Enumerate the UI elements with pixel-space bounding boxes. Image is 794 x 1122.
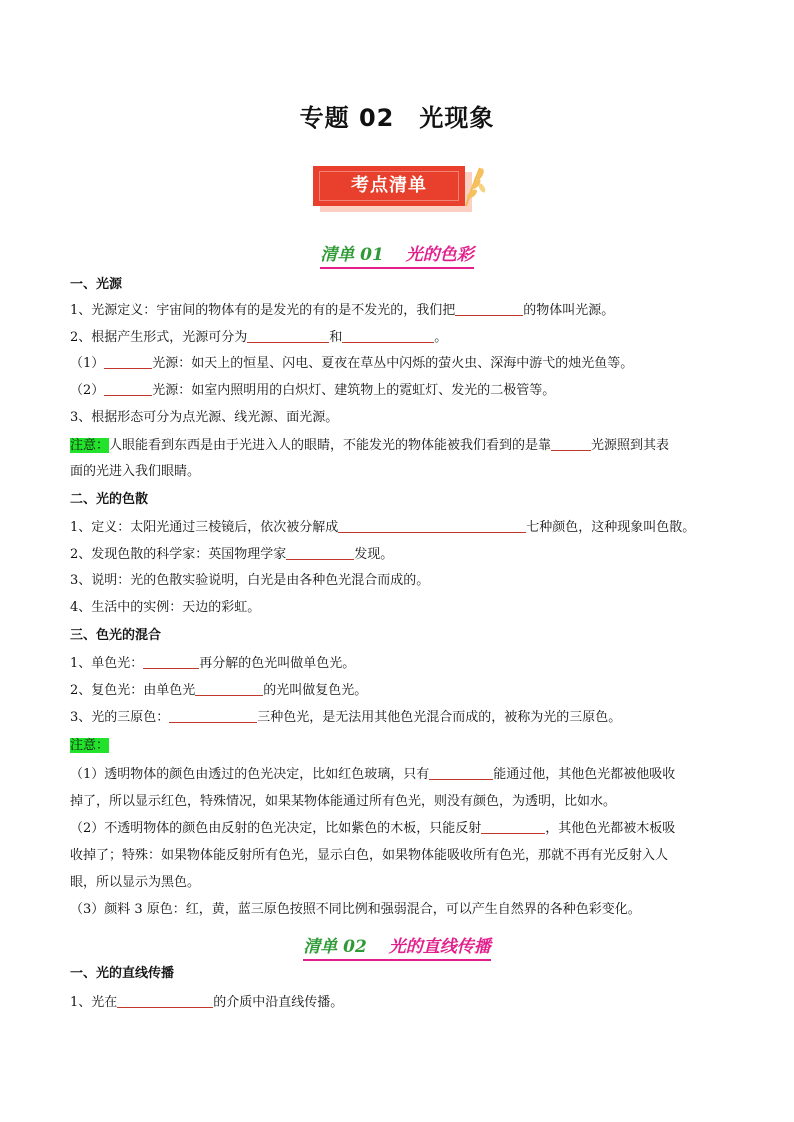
fill-blank[interactable] bbox=[429, 765, 493, 780]
paragraph: （3）颜料 3 原色：红，黄，蓝三原色按照不同比例和强弱混合，可以产生自然界的各种色彩变化。 bbox=[70, 902, 641, 917]
paragraph: （2）不透明物体的颜色由反射的色光决定，比如紫色的木板，只能反射 ，其他色光都被木板吸 bbox=[70, 821, 676, 836]
fill-blank[interactable] bbox=[169, 708, 257, 723]
subheading: 一、光源 bbox=[70, 277, 123, 292]
fill-blank[interactable] bbox=[143, 654, 199, 669]
section-number: 清单 02 bbox=[303, 937, 367, 957]
fill-blank[interactable] bbox=[104, 354, 152, 369]
paragraph: （1） 光源：如天上的恒星、闪电、夏夜在草丛中闪烁的萤火虫、深海中游弋的烛光鱼等。 bbox=[70, 356, 634, 371]
paragraph: 3、说明：光的色散实验说明，白光是由各种色光混合而成的。 bbox=[70, 573, 430, 588]
paragraph: 2、根据产生形式，光源可分为 和 。 bbox=[70, 330, 448, 345]
paragraph: 1、单色光： 再分解的色光叫做单色光。 bbox=[70, 656, 356, 671]
section-heading-01 bbox=[0, 240, 794, 267]
paragraph: （1）透明物体的颜色由透过的色光决定，比如红色玻璃，只有 能通过他，其他色光都被他吸收 bbox=[70, 767, 676, 782]
note-label: 注意： bbox=[70, 738, 110, 753]
section-name: 光的直线传播 bbox=[388, 937, 491, 957]
fill-blank[interactable] bbox=[117, 993, 213, 1008]
fill-blank[interactable] bbox=[551, 436, 591, 451]
fill-blank[interactable] bbox=[342, 328, 434, 343]
subheading: 三、色光的混合 bbox=[70, 628, 162, 643]
paragraph: 1、定义：太阳光通过三棱镜后，依次被分解成 七种颜色，这种现象叫色散。 bbox=[70, 520, 696, 535]
paragraph: 3、光的三原色： 三种色光，是无法用其他色光混合而成的，被称为光的三原色。 bbox=[70, 710, 622, 725]
banner-label bbox=[313, 166, 465, 206]
paragraph: 3、根据形态可分为点光源、线光源、面光源。 bbox=[70, 410, 339, 425]
wheat-leaf-icon bbox=[460, 164, 488, 208]
paragraph: 面的光进入我们眼睛。 bbox=[70, 464, 201, 479]
fill-blank[interactable] bbox=[104, 381, 152, 396]
fill-blank[interactable] bbox=[481, 819, 545, 834]
paragraph: 2、复色光：由单色光 的光叫做复色光。 bbox=[70, 683, 368, 698]
note-label-line bbox=[70, 736, 730, 756]
subheading: 一、光的直线传播 bbox=[70, 966, 175, 981]
paragraph: 眼，所以显示为黑色。 bbox=[70, 875, 201, 890]
paragraph: 1、光在 的介质中沿直线传播。 bbox=[70, 995, 344, 1010]
section-number: 清单 01 bbox=[320, 245, 384, 265]
paragraph: 掉了，所以显示红色，特殊情况，如果某物体能通过所有色光，则没有颜色，为透明，比如水。 bbox=[70, 794, 617, 809]
paragraph: 收掉了；特殊：如果物体能反射所有色光，显示白色，如果物体能吸收所有色光，那就不再有光反射入人 bbox=[70, 848, 669, 863]
page-title: 专题 02 光现象 bbox=[299, 104, 495, 132]
fill-blank[interactable] bbox=[195, 681, 263, 696]
note-paragraph: 注意：人眼能看到东西是由于光进入人的眼睛，不能发光的物体能被我们看到的是靠 光源照到其表 bbox=[70, 438, 670, 453]
banner-text: 考点清单 bbox=[351, 175, 427, 196]
section-banner bbox=[310, 158, 490, 218]
fill-blank[interactable] bbox=[338, 518, 526, 533]
fill-blank[interactable] bbox=[286, 545, 354, 560]
paragraph: （2） 光源：如室内照明用的白炽灯、建筑物上的霓虹灯、发光的二极管等。 bbox=[70, 383, 556, 398]
paragraph: 1、光源定义：宇宙间的物体有的是发光的有的是不发光的，我们把 的物体叫光源。 bbox=[70, 303, 615, 318]
section-name: 光的色彩 bbox=[405, 245, 474, 265]
note-label: 注意： bbox=[70, 438, 110, 453]
fill-blank[interactable] bbox=[247, 328, 329, 343]
fill-blank[interactable] bbox=[455, 301, 523, 316]
section-heading-02 bbox=[0, 932, 794, 959]
paragraph: 2、发现色散的科学家：英国物理学家 发现。 bbox=[70, 547, 394, 562]
subheading: 二、光的色散 bbox=[70, 492, 149, 507]
paragraph: 4、生活中的实例：天边的彩虹。 bbox=[70, 600, 261, 615]
